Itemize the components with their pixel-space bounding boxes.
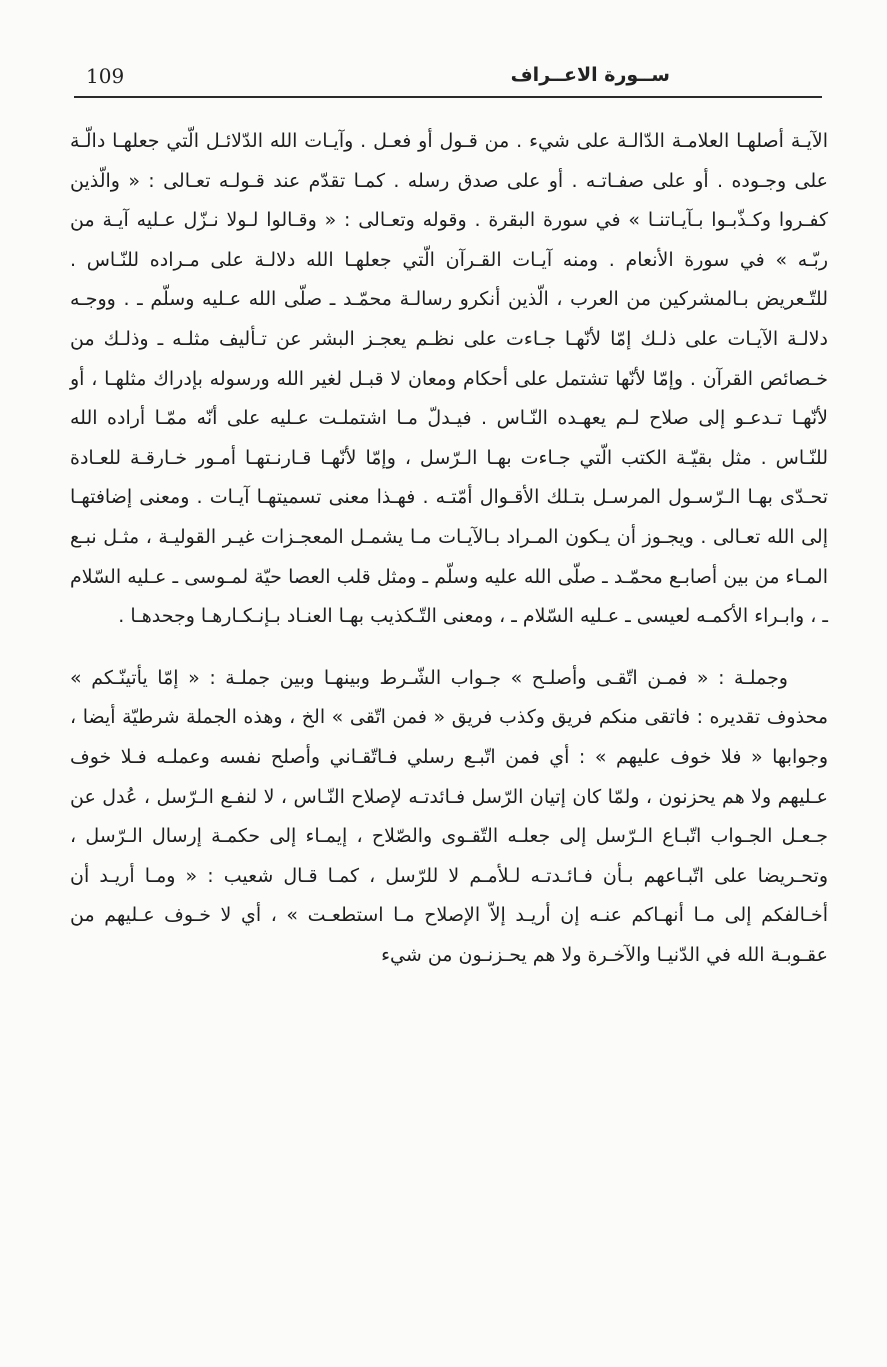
- surah-title: ســورة الاعــراف: [510, 64, 670, 86]
- paragraph-1: الآيـة أصلهـا العلامـة الدّالـة على شيء . من قـول أو فعـل . وآيـات الله الدّلائـل الّتي جعلهـا دالّـة على وجـوده . أو على صفـاتـه . أو على صدق رسله . كمـا تقدّم عند قـولـه تعـالى : « والّذين كفـروا وكـذّبـوا بـآيـاتنـا » في سورة البقرة . وقوله وتعـالى : « وقـالوا لـولا نـزّل عـليه آيـة من ربّـه » في سورة الأنعام . ومنه آيـات القـرآن الّتي جعلهـا الله دلالـة على مـراده للنّـاس . للتّـعريض بـالمشركين من العرب ، الّذين أنكرو رسالـة محمّـد ـ صلّى الله عـليه وسلّم ـ . ووجـه دلالـة الآيـات على ذلـك إمّا لأنّهـا جـاءت على نظـم يعجـز البشر عن تـأليف مثلـه ـ وذلـك من خـصائص القرآن . وإمّا لأنّها تشتمل على أحكام ومعان لا قبـل لغير الله ورسوله بإدراك مثلهـا ، أو لأنّهـا تـدعـو إلى صلاح لـم يعهـده النّـاس . فيـدلّ مـا اشتملـت عـليه على أنّه ممّـا أراده الله للنّـاس . مثل بقيّـة الكتب الّتي جـاءت بهـا الـرّسل ، وإمّا لأنّهـا قـارنـتهـا أمـور خـارقـة للعـادة تحـدّى بهـا الـرّسـول المرسـل بتـلك الأقـوال أمّتـه . فهـذا معنى تسميتهـا آيـات . ومعنى إضافتهـا إلى الله تعـالى . ويجـوز أن يـكون المـراد بـالآيـات مـا يشمـل المعجـزات غيـر القوليـة ، مثـل نبـع المـاء من بين أصابـع محمّـد ـ صلّى الله عليه وسلّم ـ ومثل قلب العصا حيّة لمـوسى ـ عـليه السّلام ـ ، وابـراء الأكمـه لعيسى ـ عـليه السّلام ـ ، ومعنى التّـكذيب بهـا العنـاد بـإنـكـارهـا وجحدهـا .: [70, 130, 828, 628]
- page-header: [74, 62, 820, 98]
- header-divider: [74, 96, 822, 98]
- paragraph-2: وجملـة : « فمـن اتّقـى وأصلـح » جـواب الشّـرط وبينهـا وبين جملـة : « إمّا يأتينّـكم » محذوف تقديره : فاتقى منكم فريق وكذب فريق « فمن اتّقى » الخ ، وهذه الجملة شرطيّة أيضا ، وجوابها « فلا خوف عليهم » : أي فمن اتّبـع رسلي فـاتّقـاني وأصلح نفسه وعملـه فـلا خوف عـليهم ولا هم يحزنون ، ولمّا كان إتيان الرّسل فـائدتـه لإصلاح النّـاس ، لا لنفـع الـرّسل ، عُدل عن جـعـل الجـواب اتّبـاع الـرّسل إلى جعلـه التّقـوى والصّلاح ، إيمـاء إلى حكمـة إرسال الـرّسل ، وتحـريضا على اتّبـاعهم بـأن فـائـدتـه لـلأمـم لا للرّسل ، كمـا قـال شعيب : « ومـا أريـد أن أخـالفكم إلى مـا أنهـاكم عنـه إن أريـد إلاّ الإصلاح مـا استطعـت » ، أي لا خـوف عـليهم من عقـوبـة الله في الدّنيـا والآخـرة ولا هم يحـزنـون من شيء: [70, 666, 828, 966]
- body-text: [70, 122, 828, 975]
- page-number: 109: [86, 64, 125, 88]
